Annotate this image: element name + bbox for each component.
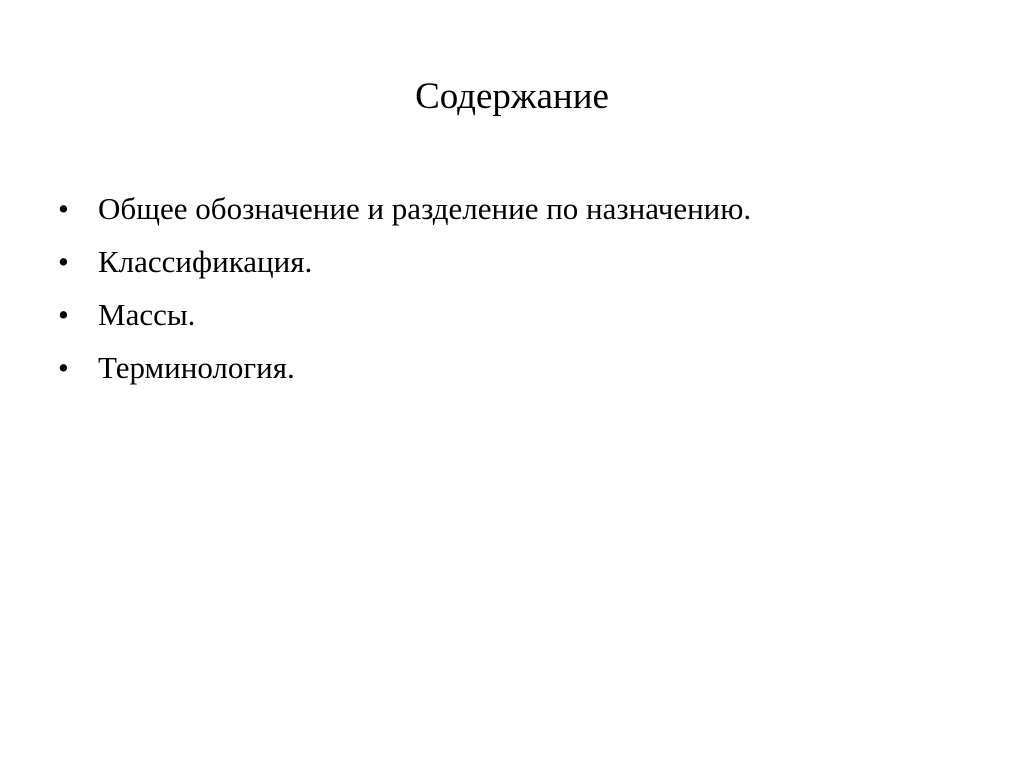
bullet-icon: • [58, 297, 69, 332]
list-item-text: Терминология. [98, 350, 295, 385]
bullet-icon: • [58, 191, 69, 226]
slide-title: Содержание [415, 76, 609, 117]
bullet-icon: • [58, 244, 69, 279]
bullet-icon: • [58, 350, 69, 385]
list-item-text: Массы. [98, 297, 196, 332]
list-item-text: Общее обозначение и разделение по назначению. [98, 191, 752, 226]
list-item-text: Классификация. [98, 244, 313, 279]
